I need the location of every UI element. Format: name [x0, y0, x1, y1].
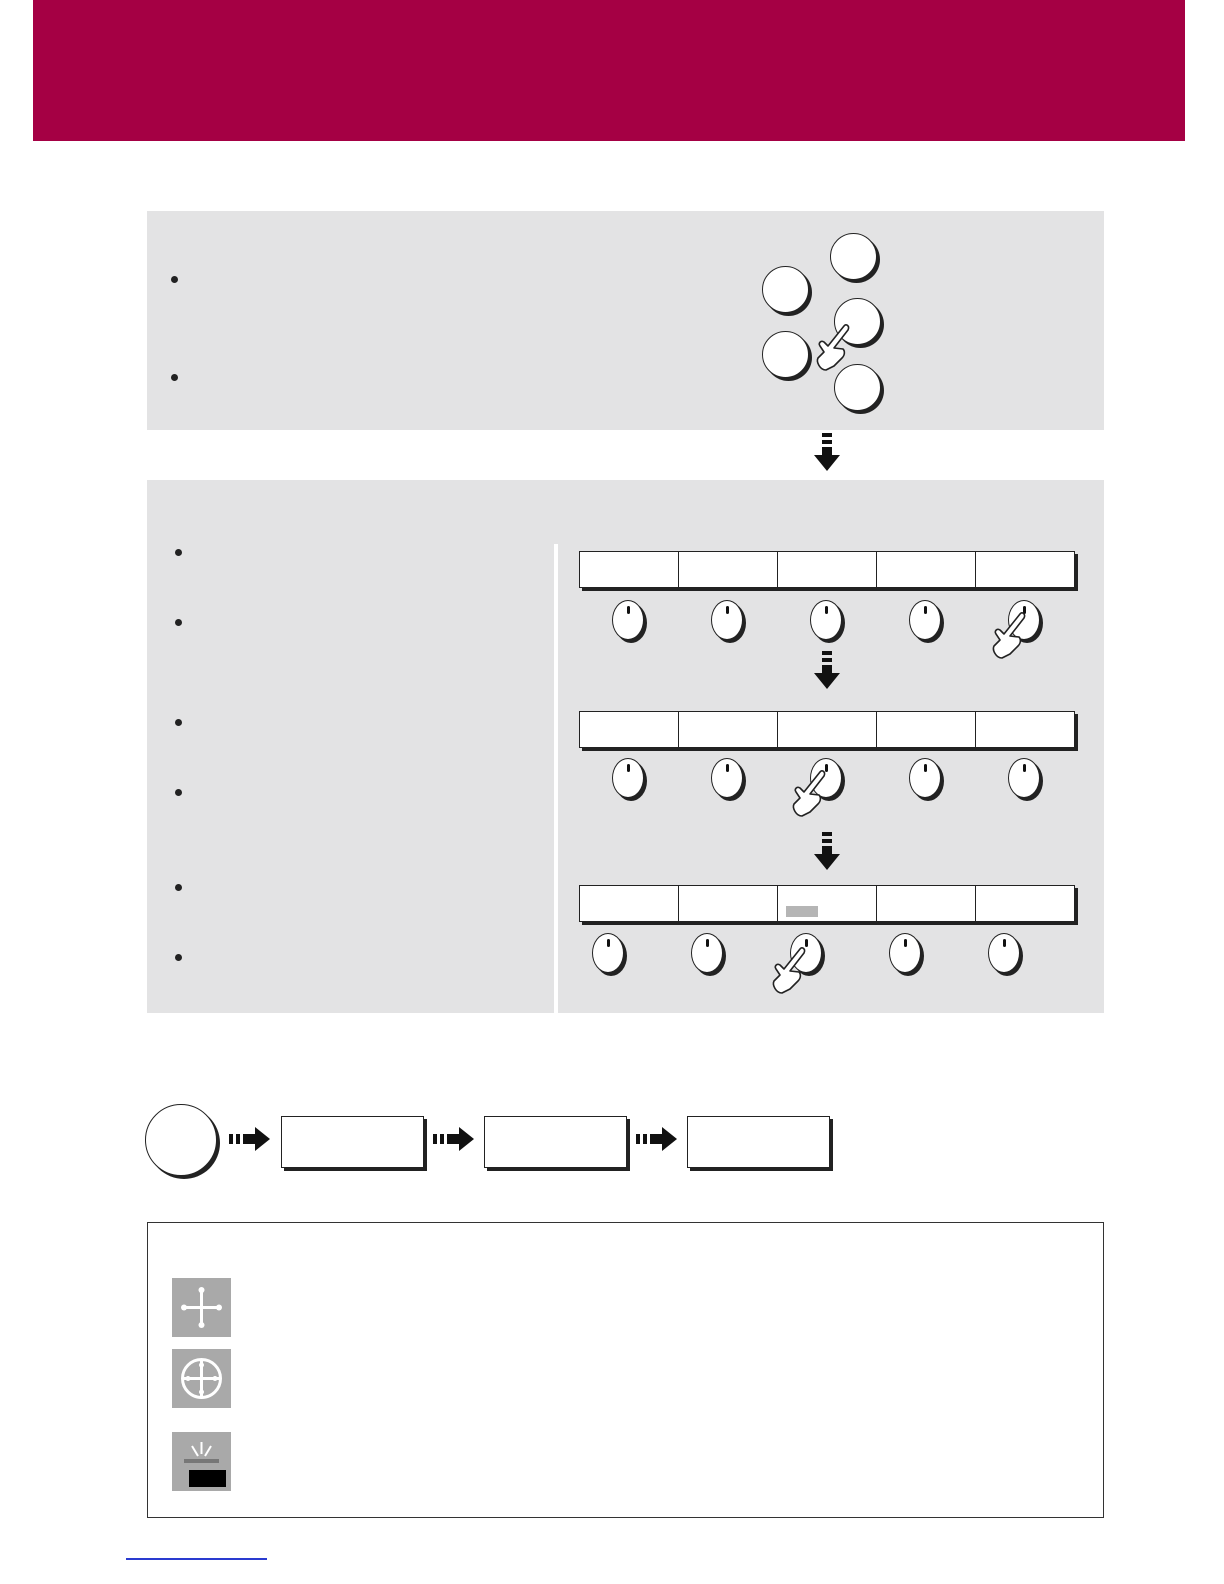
soft-key-button[interactable]	[1008, 758, 1040, 798]
selection-highlight	[786, 906, 818, 917]
soft-key-button[interactable]	[612, 758, 644, 798]
soft-key-button[interactable]	[711, 600, 743, 640]
soft-key-button[interactable]	[592, 933, 624, 973]
sequence-step-box	[281, 1116, 424, 1168]
bullet-point	[171, 276, 178, 283]
soft-key-button[interactable]	[909, 600, 941, 640]
bullet-point	[175, 884, 182, 891]
soft-key-bar	[579, 885, 1075, 922]
keypad-button[interactable]	[762, 331, 809, 378]
soft-key-button[interactable]	[889, 933, 921, 973]
soft-key-label	[976, 712, 1074, 747]
soft-key-label	[580, 552, 679, 587]
soft-key-label	[778, 552, 877, 587]
dashed-right-arrow-icon	[636, 1126, 678, 1152]
hand-pointer-icon	[788, 768, 834, 820]
dashed-right-arrow-icon	[433, 1126, 475, 1152]
hand-pointer-icon	[768, 945, 814, 997]
bullet-point	[175, 549, 182, 556]
bullet-point	[175, 954, 182, 961]
dashed-right-arrow-icon	[229, 1126, 271, 1152]
sequence-step-box	[687, 1116, 830, 1168]
bullet-point	[171, 374, 178, 381]
page-link-underline[interactable]	[126, 1558, 267, 1560]
panel-divider	[554, 544, 558, 1014]
cursor-legend-box	[147, 1222, 1104, 1518]
soft-key-button[interactable]	[988, 933, 1020, 973]
soft-key-label	[778, 712, 877, 747]
dashed-down-arrow-icon	[812, 651, 842, 691]
soft-key-button[interactable]	[909, 758, 941, 798]
soft-key-label	[679, 552, 778, 587]
soft-key-button[interactable]	[711, 758, 743, 798]
circled-cross-cursor-icon	[172, 1349, 231, 1408]
dashed-down-arrow-icon	[812, 832, 842, 872]
flashing-target-icon	[172, 1432, 231, 1491]
keypad-button[interactable]	[762, 266, 809, 313]
soft-key-label	[679, 886, 778, 921]
bullet-point	[175, 789, 182, 796]
soft-key-label	[877, 552, 976, 587]
soft-key-label	[580, 886, 679, 921]
sequence-step-box	[484, 1116, 627, 1168]
dashed-down-arrow-icon	[812, 433, 842, 473]
soft-key-label	[976, 886, 1074, 921]
soft-key-label	[679, 712, 778, 747]
hand-pointer-icon	[988, 610, 1034, 662]
header-band	[33, 0, 1185, 141]
soft-key-button[interactable]	[810, 600, 842, 640]
soft-key-button[interactable]	[691, 933, 723, 973]
soft-key-bar	[579, 711, 1075, 748]
soft-key-bar	[579, 551, 1075, 588]
bullet-point	[175, 719, 182, 726]
keypad-button[interactable]	[830, 233, 877, 280]
hand-pointer-icon	[812, 322, 858, 374]
sequence-start-button[interactable]	[145, 1104, 217, 1176]
soft-key-label	[976, 552, 1074, 587]
soft-key-label-highlighted	[778, 886, 877, 921]
soft-key-label	[580, 712, 679, 747]
soft-key-button[interactable]	[612, 600, 644, 640]
bullet-point	[175, 619, 182, 626]
cross-cursor-icon	[172, 1278, 231, 1337]
soft-key-label	[877, 886, 976, 921]
key-press-panel	[147, 211, 1104, 430]
soft-key-label	[877, 712, 976, 747]
